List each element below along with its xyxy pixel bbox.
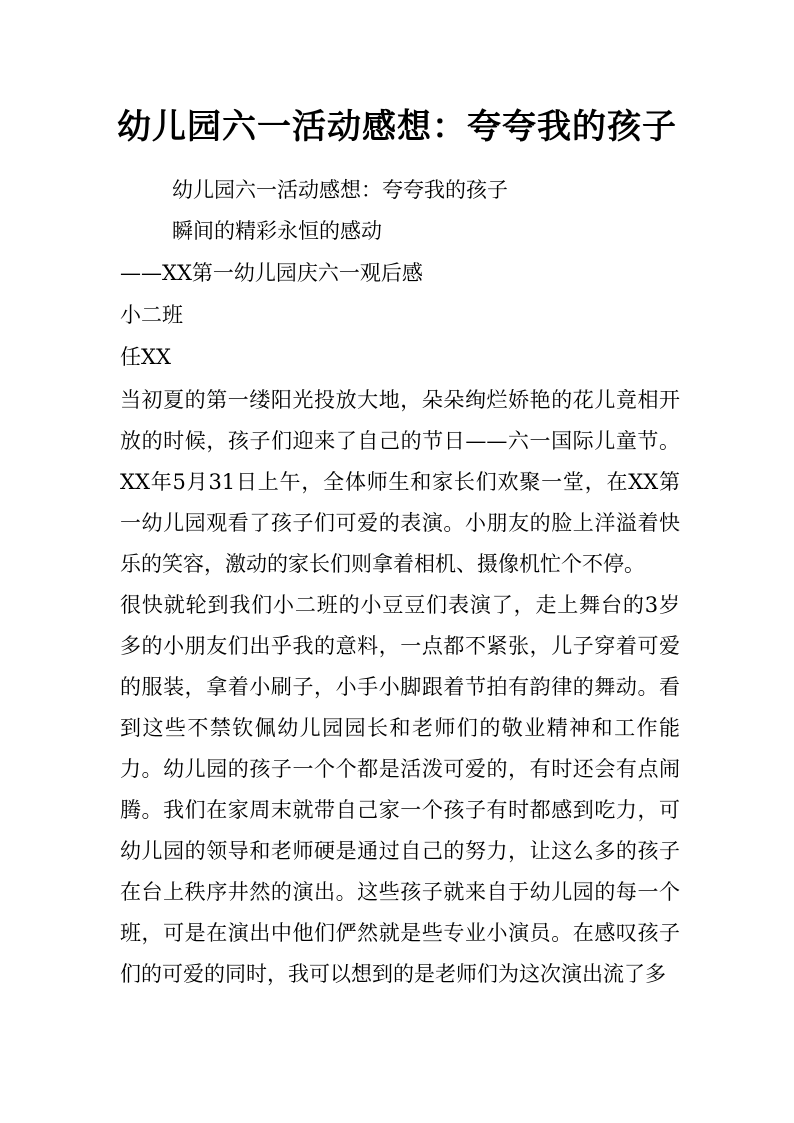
paragraph-line: 腾。我们在家周末就带自己家一个孩子有时都感到吃力，可 (120, 798, 680, 822)
paragraph-line: 的服装，拿着小刷子，小手小脚跟着节拍有韵律的舞动。看 (120, 675, 680, 699)
paragraph-line: 班，可是在演出中他们俨然就是些专业小演员。在感叹孩子 (120, 921, 680, 945)
paragraph-line: 多的小朋友们出乎我的意料，一点都不紧张，儿子穿着可爱 (120, 634, 680, 658)
paragraph-line: 幼儿园的领导和老师硬是通过自己的努力，让这么多的孩子 (120, 839, 680, 863)
paragraph-line: 当初夏的第一缕阳光投放大地，朵朵绚烂娇艳的花儿竟相开 (120, 388, 680, 412)
paragraph-line: 放的时候，孩子们迎来了自己的节日——六一国际儿童节。 (120, 429, 680, 453)
paragraph-line: XX年5月31日上午，全体师生和家长们欢聚一堂，在XX第 (120, 470, 680, 494)
paragraph-2 (120, 585, 680, 995)
subtitle-line-3: ——XX第一幼儿园庆六一观后感 (120, 261, 423, 285)
document-title: 幼儿园六一活动感想：夸夸我的孩子 (117, 107, 677, 147)
subtitle-line-2: 瞬间的精彩永恒的感动 (172, 219, 382, 243)
paragraph-1 (120, 380, 680, 585)
paragraph-line: 在台上秩序井然的演出。这些孩子就来自于幼儿园的每一个 (120, 880, 680, 904)
paragraph-line: 乐的笑容，激动的家长们则拿着相机、摄像机忙个不停。 (120, 552, 645, 576)
paragraph-line: 力。幼儿园的孩子一个个都是活泼可爱的，有时还会有点闹 (120, 757, 680, 781)
paragraph-line: 们的可爱的同时，我可以想到的是老师们为这次演出流了多 (120, 962, 666, 986)
author-name: 任XX (120, 345, 171, 369)
paragraph-line: 到这些不禁钦佩幼儿园园长和老师们的敬业精神和工作能 (120, 716, 680, 740)
subtitle-line-1: 幼儿园六一活动感想：夸夸我的孩子 (172, 178, 508, 202)
class-name: 小二班 (120, 303, 183, 327)
paragraph-line: 很快就轮到我们小二班的小豆豆们表演了，走上舞台的3岁 (120, 593, 680, 617)
paragraph-line: 一幼儿园观看了孩子们可爱的表演。小朋友的脸上洋溢着快 (120, 511, 680, 535)
